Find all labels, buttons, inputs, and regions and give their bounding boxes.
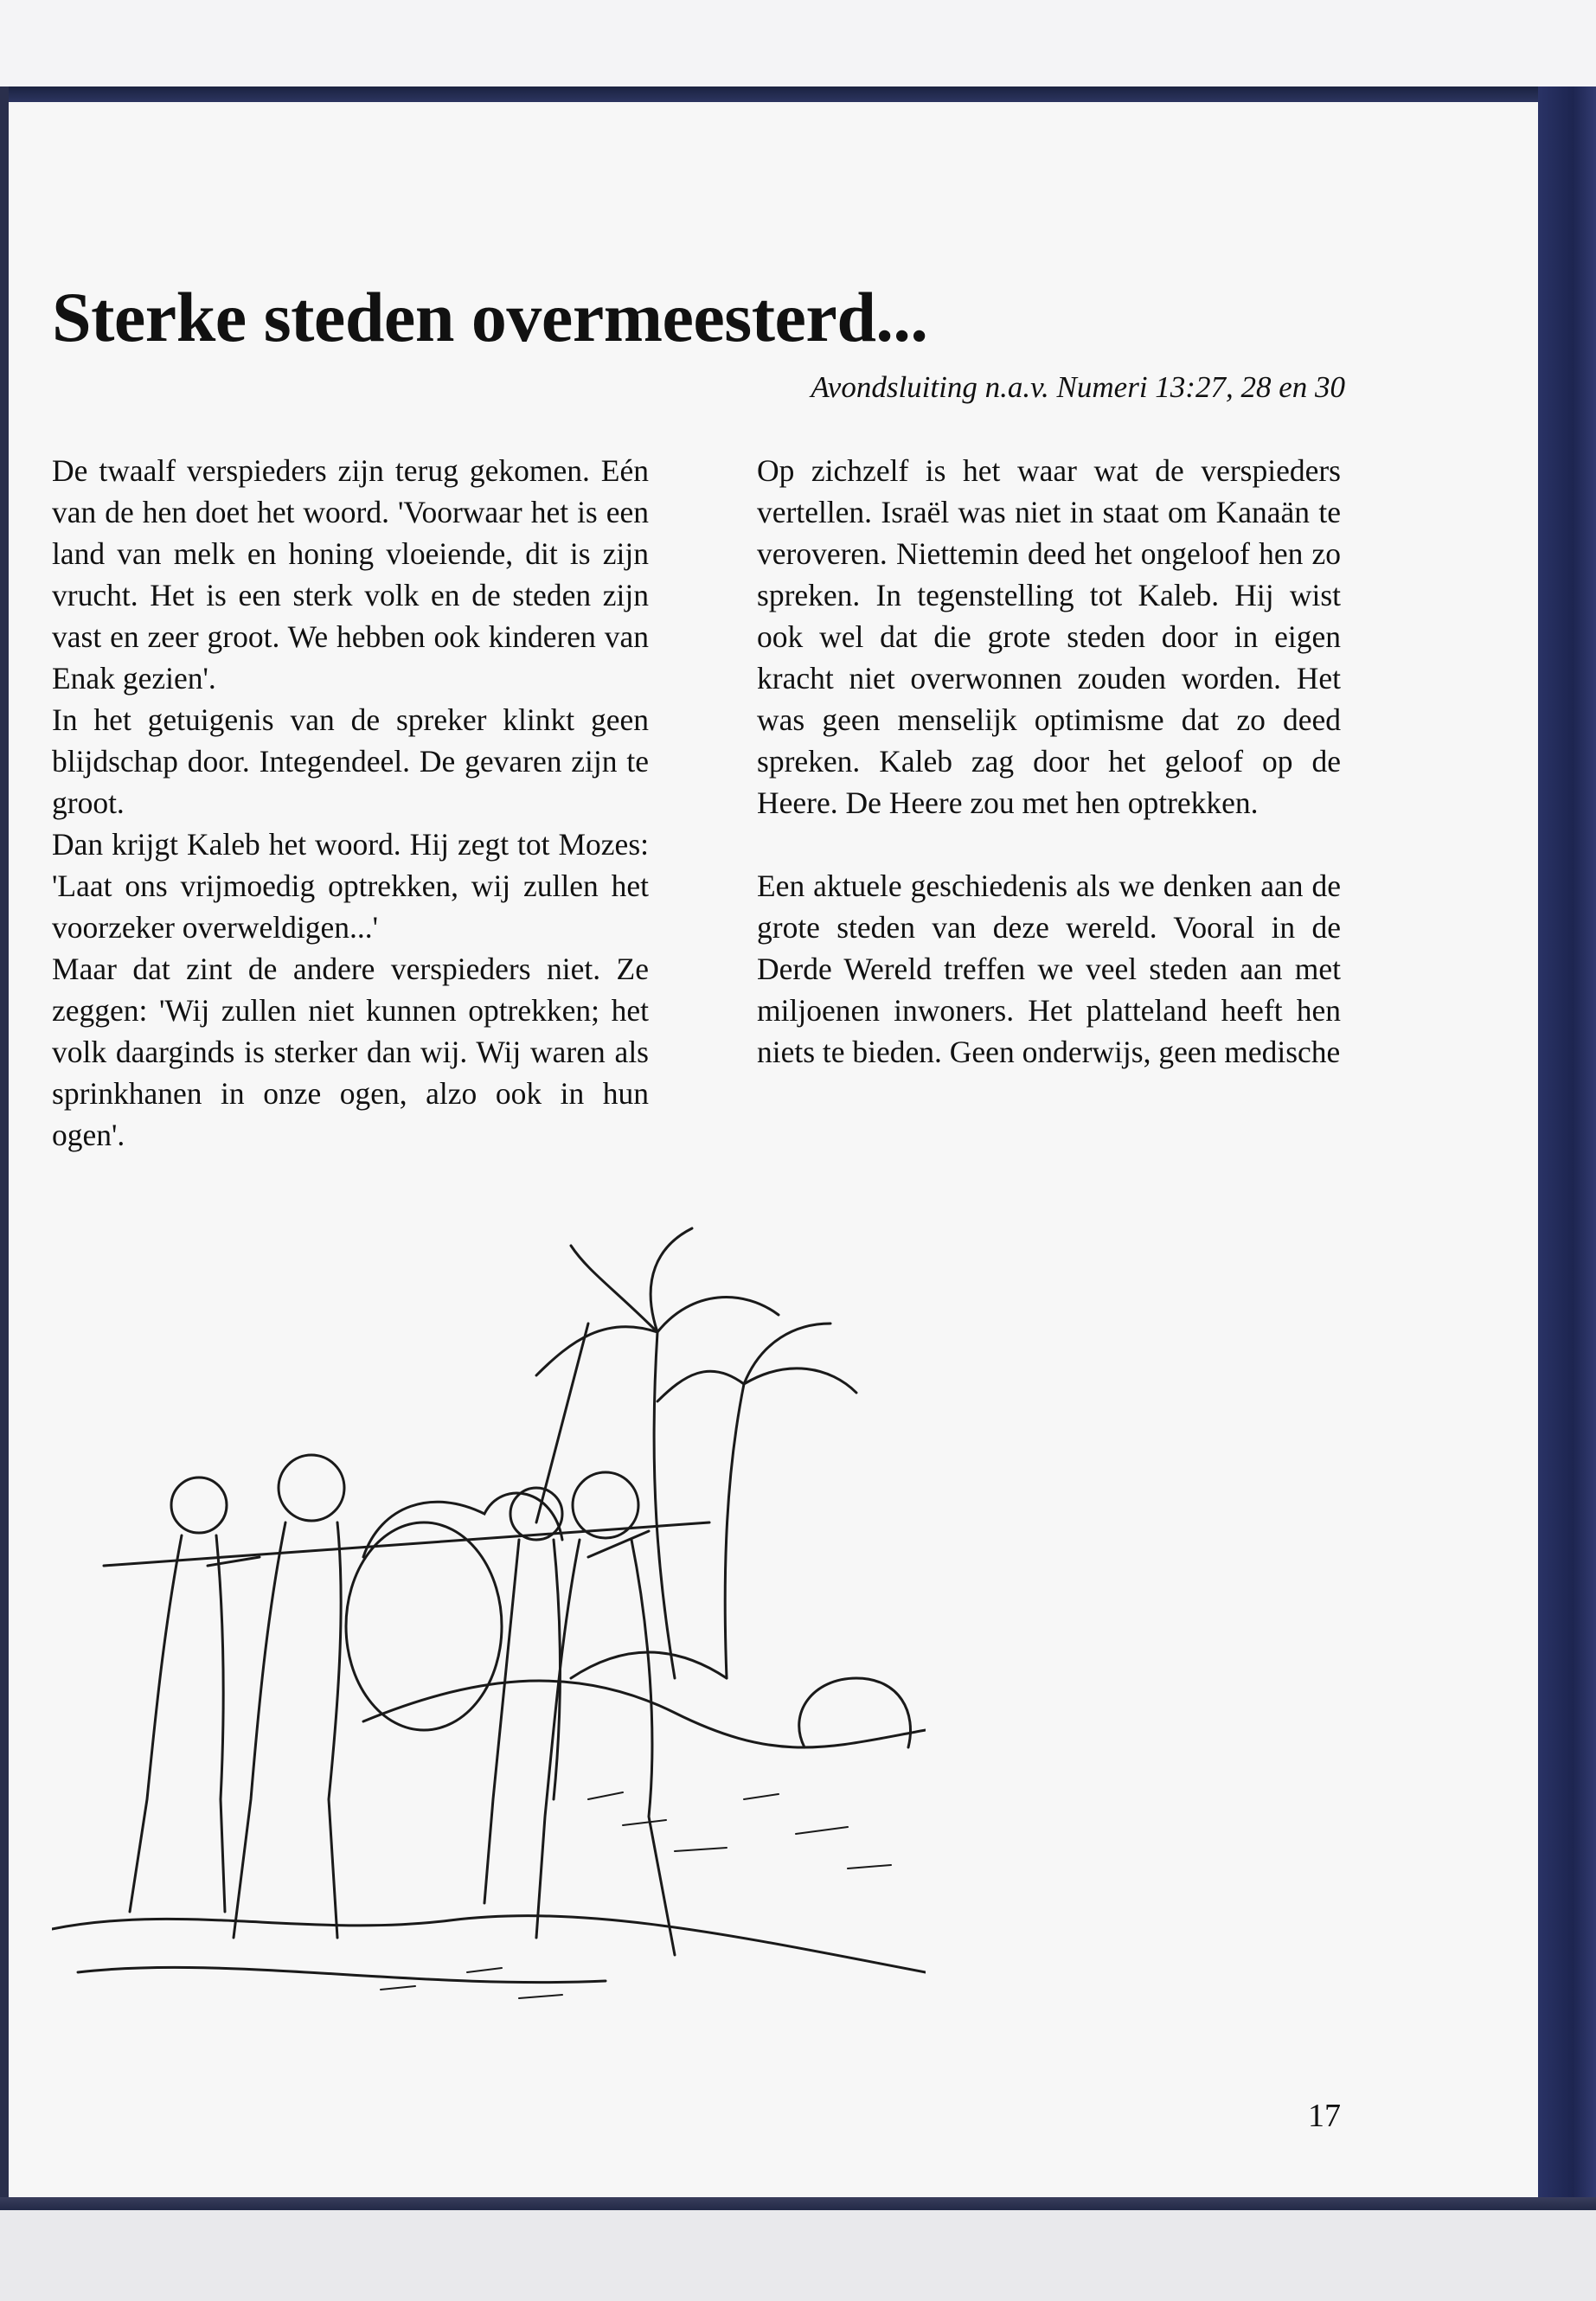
background-bottom [0,2210,1596,2301]
paragraph: Een aktuele geschiedenis als we denken aan de grote steden van deze wereld. Vooral in de Derde Wereld treffen we veel steden aan met miljoenen inwoners. Het platteland heeft hen niets te bieden. Geen onderwijs, geen medische [757,868,1341,1069]
page-number: 17 [1308,2098,1341,2134]
paragraph: Dan krijgt Kaleb het woord. Hij zegt tot Mozes: 'Laat ons vrijmoedig optrekken, wij zullen het voorzeker overweldigen...' [52,827,649,945]
page-title: Sterke steden overmeesterd... [52,278,928,356]
hill-line [363,1681,926,1747]
book-cover-top-edge [0,87,1596,102]
ground-line [78,1967,606,1982]
paragraph: Op zichzelf is het waar wat de verspieders vertellen. Israël was niet in staat om Kanaän te veroveren. Niettemin deed het ongeloof hen zo spreken. In tegenstelling tot Kaleb. Hij wist ook wel dat die grote steden door in eigen kracht niet overwonnen zouden worden. Het was geen menselijk optimisme dat zo deed spreken. Kaleb zag door het geloof op de Heere. De Heere zou met hen optrekken. [757,453,1341,820]
ground-line [52,1916,926,1972]
paragraph: Maar dat zint de andere verspieders niet. Ze zeggen: 'Wij zullen niet kunnen optrekken; het volk daarginds is sterker dan wij. Wij waren als sprinkhanen in onze ogen, alzo ook in hun ogen'. [52,952,649,1152]
spy-figure [536,1472,675,1955]
right-column [757,450,1341,1073]
grape-leaves [363,1493,562,1557]
spies-carrying-grapes-illustration [52,1194,926,2024]
spy-figure [130,1477,227,1912]
background-top [0,0,1596,87]
book-cover-right-edge [1538,87,1596,2214]
spy-figure [208,1455,344,1938]
ground-hatching [381,1792,891,1998]
paragraph: De twaalf verspieders zijn terug gekomen. Eén van de hen doet het woord. 'Voorwaar het is een land van melk en honing vloeiende, dit is zijn vrucht. Het is een sterk volk en de steden zijn vast en zeer groot. We hebben ook kinderen van Enak gezien'. [52,453,649,695]
book-cover-left-edge [0,87,9,2214]
palm-leaves [657,1324,856,1401]
spy-figure [484,1488,562,1903]
palm-trunk [654,1332,675,1678]
page-subtitle: Avondsluiting n.a.v. Numeri 13:27, 28 en 30 [811,370,1345,404]
left-column [52,450,649,1156]
paragraph: In het getuigenis van de spreker klinkt geen blijdschap door. Integendeel. De gevaren zijn te groot. [52,702,649,820]
palm-trunk [725,1384,744,1678]
